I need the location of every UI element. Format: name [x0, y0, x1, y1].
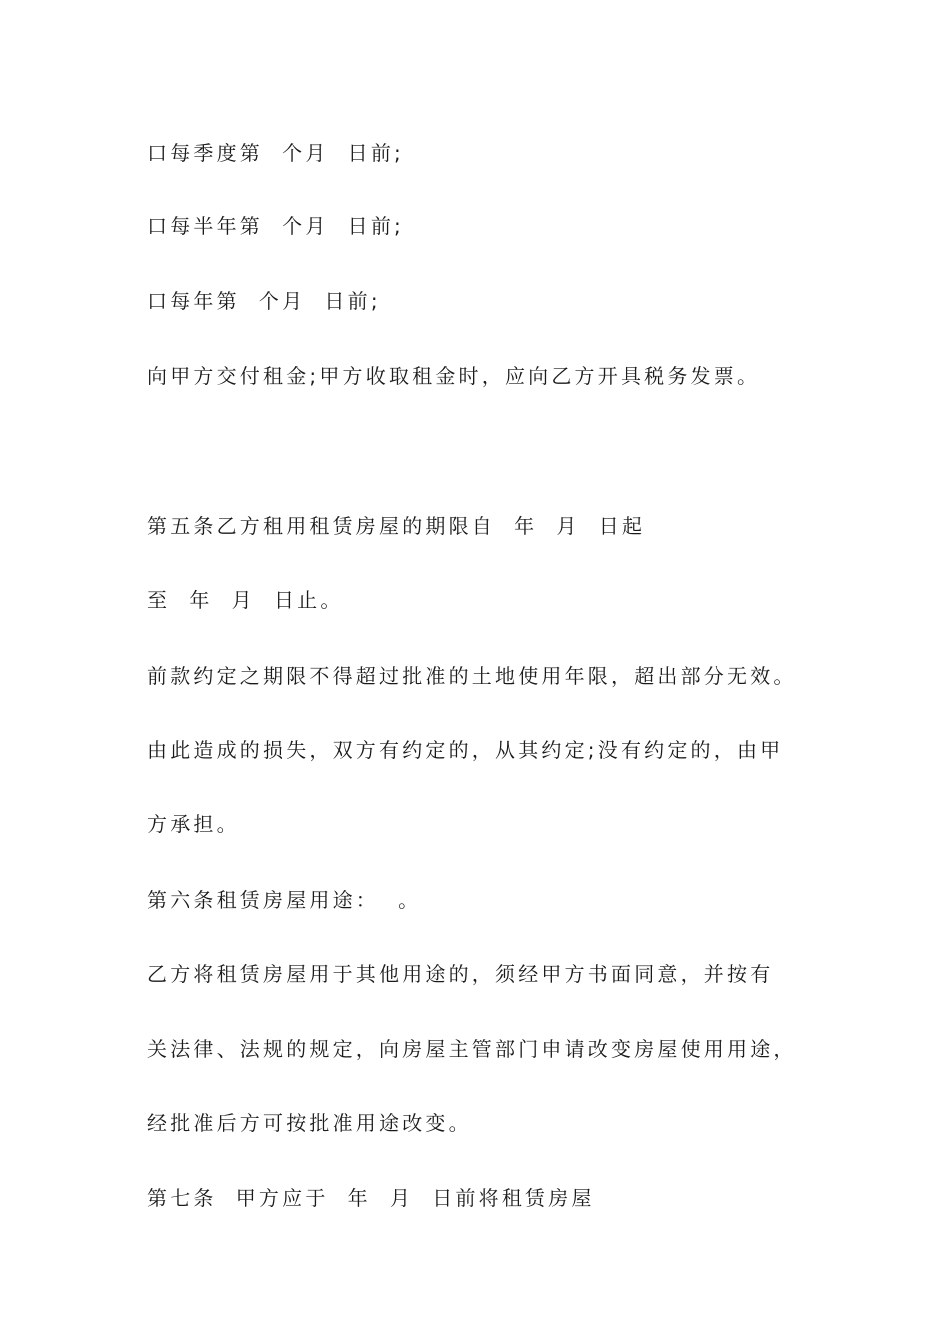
article-5-line-3: 前款约定之期限不得超过批准的土地使用年限，超出部分无效。: [147, 664, 797, 688]
article-6-line-3: 关法律、法规的规定，向房屋主管部门申请改变房屋使用用途，: [147, 1037, 797, 1061]
article-5-line-4: 由此造成的损失，双方有约定的，从其约定;没有约定的，由甲: [147, 738, 784, 762]
payment-option-semiannual: 口每半年第 个月 日前;: [147, 214, 404, 238]
payment-option-annual: 口每年第 个月 日前;: [147, 289, 381, 313]
article-5-line-5: 方承担。: [147, 812, 240, 836]
article-6-line-2: 乙方将租赁房屋用于其他用途的，须经甲方书面同意，并按有: [147, 962, 774, 986]
rent-payment-paragraph: 向甲方交付租金;甲方收取租金时，应向乙方开具税务发票。: [147, 364, 761, 388]
payment-option-quarterly: 口每季度第 个月 日前;: [147, 141, 404, 165]
article-6-line-4: 经批准后方可按批准用途改变。: [147, 1111, 472, 1135]
article-5-line-2: 至 年 月 日止。: [147, 588, 344, 612]
article-7-heading: 第七条 甲方应于 年 月 日前将租赁房屋: [147, 1186, 595, 1210]
article-6-heading: 第六条租赁房屋用途： 。: [147, 888, 422, 912]
article-5-heading: 第五条乙方租用租赁房屋的期限自 年 月 日起: [147, 514, 646, 538]
